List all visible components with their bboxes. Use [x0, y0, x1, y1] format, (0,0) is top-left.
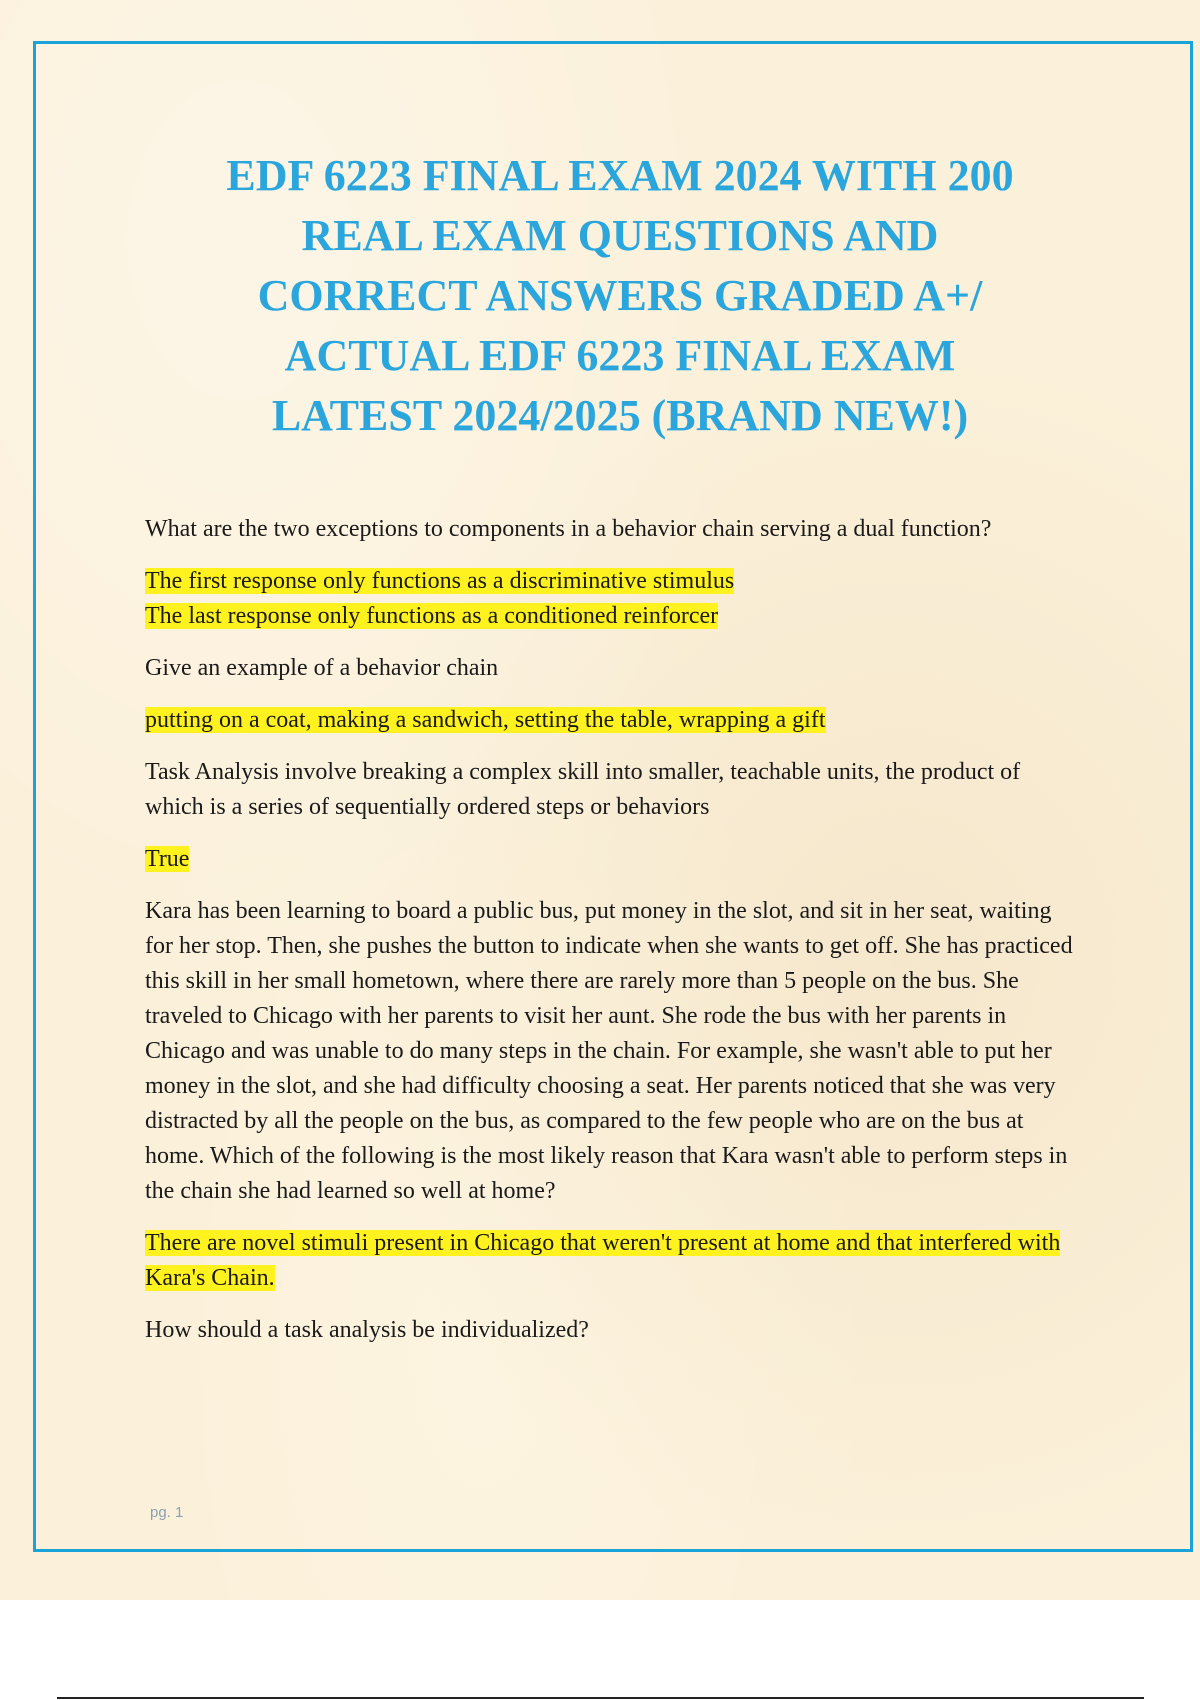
answer-text — [145, 1226, 1080, 1296]
question-text: Give an example of a behavior chain — [145, 655, 499, 681]
page-number: pg. 1 — [150, 1504, 184, 1521]
answer-highlight: True — [145, 846, 190, 872]
footer-divider — [57, 1697, 1144, 1699]
question-text: What are the two exceptions to components in a behavior chain serving a dual function? — [145, 516, 992, 542]
title-line: CORRECT ANSWERS GRADED A+/ — [257, 271, 983, 320]
title-line: REAL EXAM QUESTIONS AND — [301, 211, 939, 260]
answer-text — [145, 842, 1080, 877]
title-line: ACTUAL EDF 6223 FINAL EXAM — [284, 331, 956, 380]
qa-list — [145, 512, 1080, 1365]
answer-text — [145, 703, 1080, 738]
title-line: EDF 6223 FINAL EXAM 2024 WITH 200 — [226, 151, 1014, 200]
document-title — [110, 146, 1130, 446]
answer-highlight: The last response only functions as a conditioned reinforcer — [145, 603, 719, 629]
answer-highlight: The first response only functions as a discriminative stimulus — [145, 568, 735, 594]
question-text: Task Analysis involve breaking a complex skill into smaller, teachable units, the product of which is a series of sequentially ordered steps or behaviors — [145, 759, 1021, 820]
question-text: Kara has been learning to board a public bus, put money in the slot, and sit in her seat, waiting for her stop. Then, she pushes the button to indicate when she wants to get off. She has practiced this skill in her small hometown, where there are rarely more than 5 people on the bus. She traveled to Chicago with her parents to visit her aunt. She rode the bus with her parents in Chicago and was unable to do many steps in the chain. For example, she wasn't able to put her money in the slot, and she had difficulty choosing a seat. Her parents noticed that she was very distracted by all the people on the bus, as compared to the few people who are on the bus at home. Which of the following is the most likely reason that Kara wasn't able to perform steps in the chain she had learned so well at home? — [145, 898, 1073, 1204]
answer-text — [145, 564, 1080, 634]
answer-highlight: putting on a coat, making a sandwich, setting the table, wrapping a gift — [145, 707, 826, 733]
answer-highlight: There are novel stimuli present in Chicago that weren't present at home and that interfered with Kara's Chain. — [145, 1230, 1061, 1291]
title-line: LATEST 2024/2025 (BRAND NEW!) — [271, 391, 969, 440]
question-text: How should a task analysis be individualized? — [145, 1317, 589, 1343]
